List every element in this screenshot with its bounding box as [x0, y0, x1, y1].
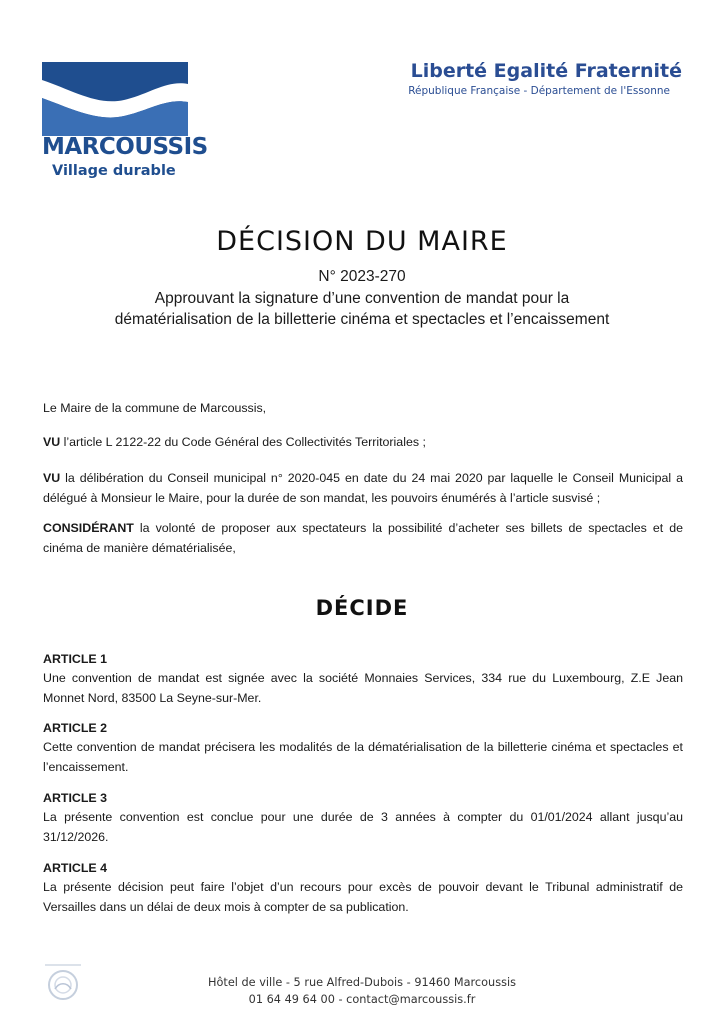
- article-4-text: La présente décision peut faire l’objet d’un recours pour excès de pouvoir devant le Tribunal administratif de Versailles dans un délai de deux mois à compter de sa publication.: [43, 880, 683, 914]
- article-4-title: ARTICLE 4: [43, 861, 108, 875]
- decide-heading: DÉCIDE: [315, 596, 409, 620]
- article-3-title: ARTICLE 3: [43, 791, 108, 805]
- article-2-text: Cette convention de mandat précisera les modalités de la dématérialisation de la billetterie cinéma et spectacles et l’encaissement.: [43, 740, 683, 774]
- vu-text: l’article L 2122-22 du Code Général des Collectivités Territoriales ;: [60, 435, 426, 449]
- document-title: DÉCISION DU MAIRE: [216, 226, 508, 257]
- page-footer: [0, 974, 724, 1008]
- vu-label: VU: [43, 471, 61, 485]
- article-1-title: ARTICLE 1: [43, 652, 108, 666]
- subtitle-line-1: Approuvant la signature d’une convention de mandat pour la: [154, 290, 570, 307]
- logo-wave-icon: [42, 62, 188, 136]
- intro-paragraph: Le Maire de la commune de Marcoussis,: [43, 401, 267, 415]
- decision-subtitle: [0, 288, 724, 330]
- vu-paragraph-2: [43, 468, 683, 508]
- footer-address: Hôtel de ville - 5 rue Alfred-Dubois - 91460 Marcoussis: [208, 976, 516, 989]
- article-3-text: La présente convention est conclue pour une durée de 3 années à compter du 01/01/2024 allant jusqu’au 31/12/2026.: [43, 810, 683, 844]
- motto-text: Liberté Egalité Fraternité: [410, 60, 682, 82]
- article-1-text: Une convention de mandat est signée avec la société Monnaies Services, 334 rue du Luxembourg, Z.E Jean Monnet Nord, 83500 La Seyne-sur-Mer.: [43, 671, 683, 705]
- republic-motto: [408, 60, 682, 97]
- article-2-title: ARTICLE 2: [43, 721, 108, 735]
- logo-tagline: Village durable: [52, 163, 176, 179]
- considerant-text: la volonté de proposer aux spectateurs la possibilité d’acheter ses billets de spectacles et de cinéma de manière dématérialisée,: [43, 521, 683, 555]
- marcoussis-logo: [42, 62, 208, 184]
- motto-subtitle: République Française - Département de l'Essonne: [408, 85, 670, 97]
- footer-contact: 01 64 49 64 00 - contact@marcoussis.fr: [248, 993, 476, 1006]
- logo-name: MARCOUSSIS: [42, 134, 208, 160]
- considerant-paragraph: [43, 518, 683, 558]
- subtitle-line-2: dématérialisation de la billetterie cinéma et spectacles et l’encaissement: [114, 311, 610, 328]
- vu-paragraph-1: [43, 432, 683, 452]
- vu-label: VU: [43, 435, 61, 449]
- vu-text: la délibération du Conseil municipal n° 2020-045 en date du 24 mai 2020 par laquelle le Conseil Municipal a délégué à Monsieur le Maire, pour la durée de son mandat, les pouvoirs énumérés à l’article susvisé ;: [43, 471, 683, 505]
- considerant-label: CONSIDÉRANT: [43, 521, 134, 535]
- decision-number: N° 2023-270: [318, 268, 406, 285]
